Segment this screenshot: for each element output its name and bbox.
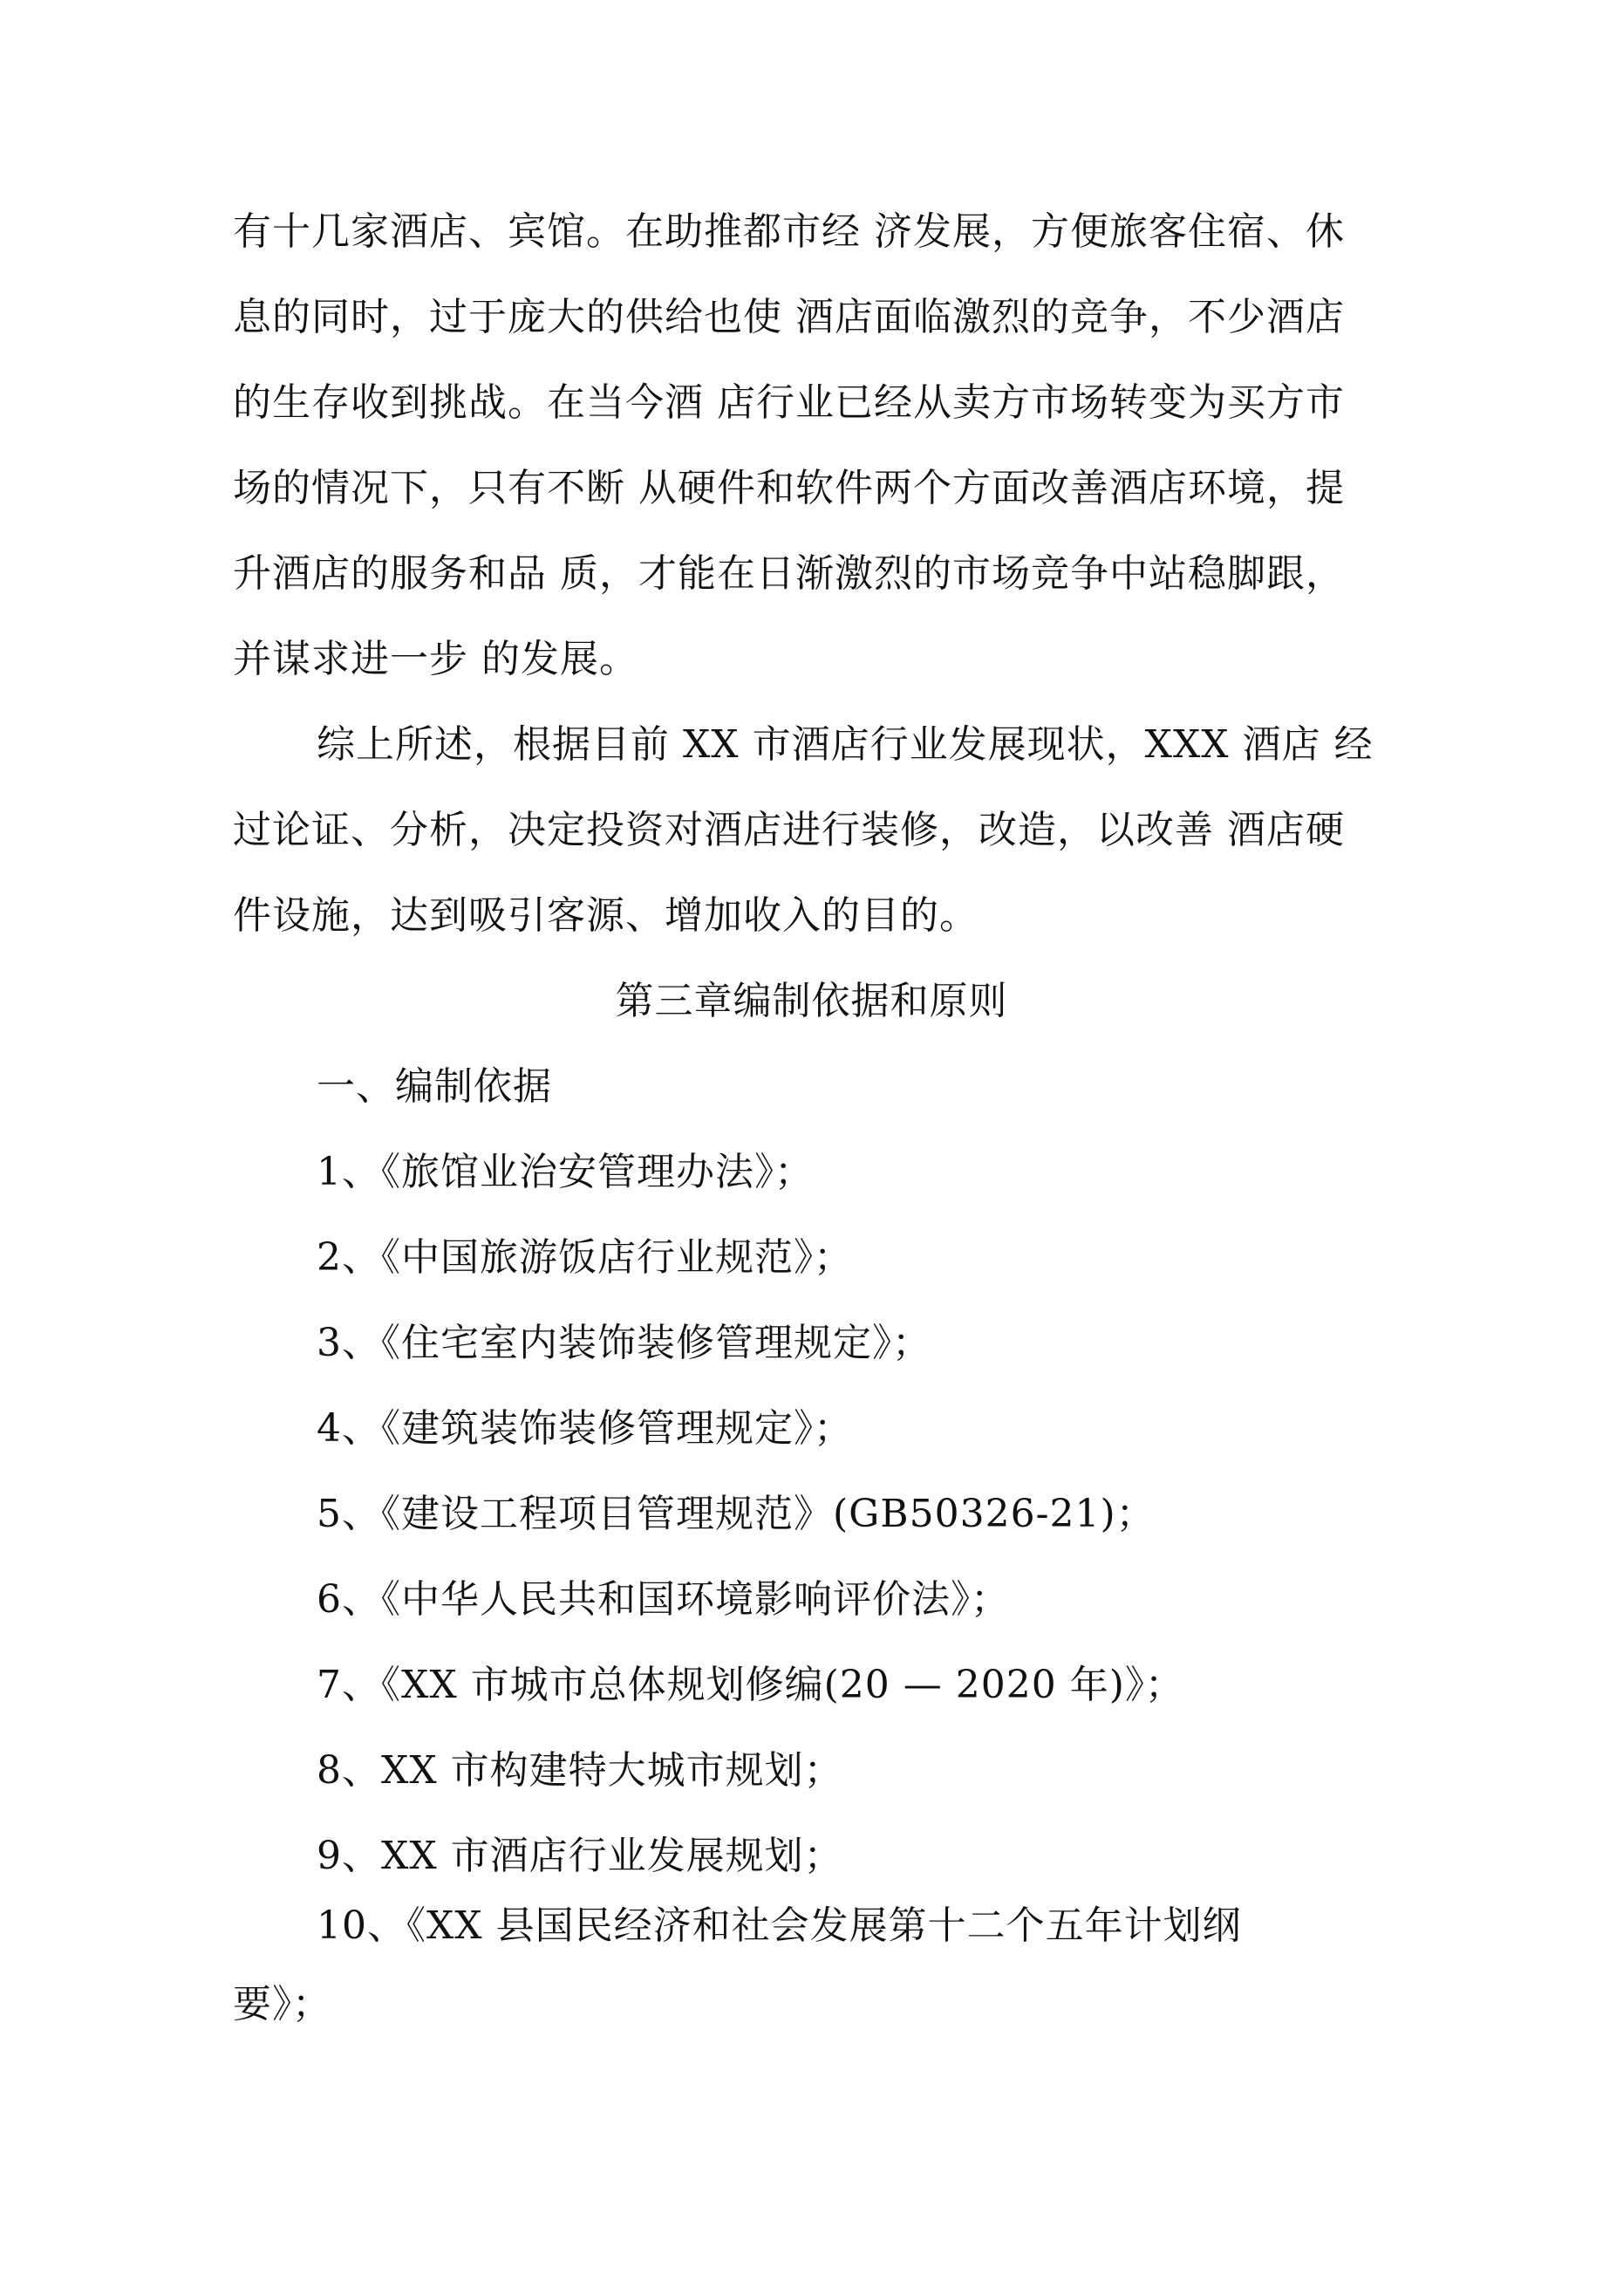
chapter-title: 第三章编制依据和原则 — [615, 979, 1008, 1023]
basis-item: 6、《中华人民共和国环境影响评价法》； — [317, 1577, 1010, 1622]
paragraph-line: 并谋求进一步 的发展。 — [233, 637, 638, 681]
basis-item: 10、《XX 县国民经济和社会发展第十二个五年计划纲 — [317, 1903, 1242, 1948]
basis-item: 2、《中国旅游饭店行业规范》； — [317, 1235, 853, 1280]
section-title: 一、编制依据 — [317, 1064, 552, 1109]
paragraph-line: 场的情况下，只有不断 从硬件和软件两个方面改善酒店环境，提 — [233, 466, 1345, 510]
paragraph-line: 综上所述，根据目前 XX 市酒店行业发展现状，XXX 酒店 经 — [317, 722, 1374, 767]
paragraph-line: 息的同时，过于庞大的供给也使 酒店面临激烈的竞争，不少酒店 — [233, 295, 1345, 339]
basis-item: 5、《建设工程项目管理规范》(GB50326-21)； — [317, 1492, 1156, 1536]
basis-item: 1、《旅馆业治安管理办法》； — [317, 1150, 814, 1194]
basis-item: 7、《XX 市城市总体规划修编(20 — 2020 年)》； — [317, 1663, 1184, 1707]
basis-item-continuation: 要》； — [233, 1982, 331, 2026]
basis-item: 4、《建筑装饰装修管理规定》； — [317, 1406, 853, 1451]
paragraph-line: 件设施，达到吸引客源、增加收入的目的。 — [233, 893, 979, 938]
paragraph-line: 有十几家酒店、宾馆。在助推都市经 济发展，方便旅客住宿、休 — [233, 209, 1345, 254]
paragraph-line: 的生存收到挑战。在当今酒 店行业已经从卖方市场转变为买方市 — [233, 380, 1345, 425]
paragraph-line: 过论证、分析，决定投资对酒店进行装修，改造，以改善 酒店硬 — [233, 808, 1345, 852]
basis-item: 8、XX 市构建特大城市规划； — [317, 1748, 843, 1793]
paragraph-line: 升酒店的服务和品 质，才能在日渐激烈的市场竞争中站稳脚跟， — [233, 551, 1345, 596]
basis-item: 9、XX 市酒店行业发展规划； — [317, 1834, 843, 1878]
basis-item: 3、《住宅室内装饰装修管理规定》； — [317, 1321, 931, 1365]
